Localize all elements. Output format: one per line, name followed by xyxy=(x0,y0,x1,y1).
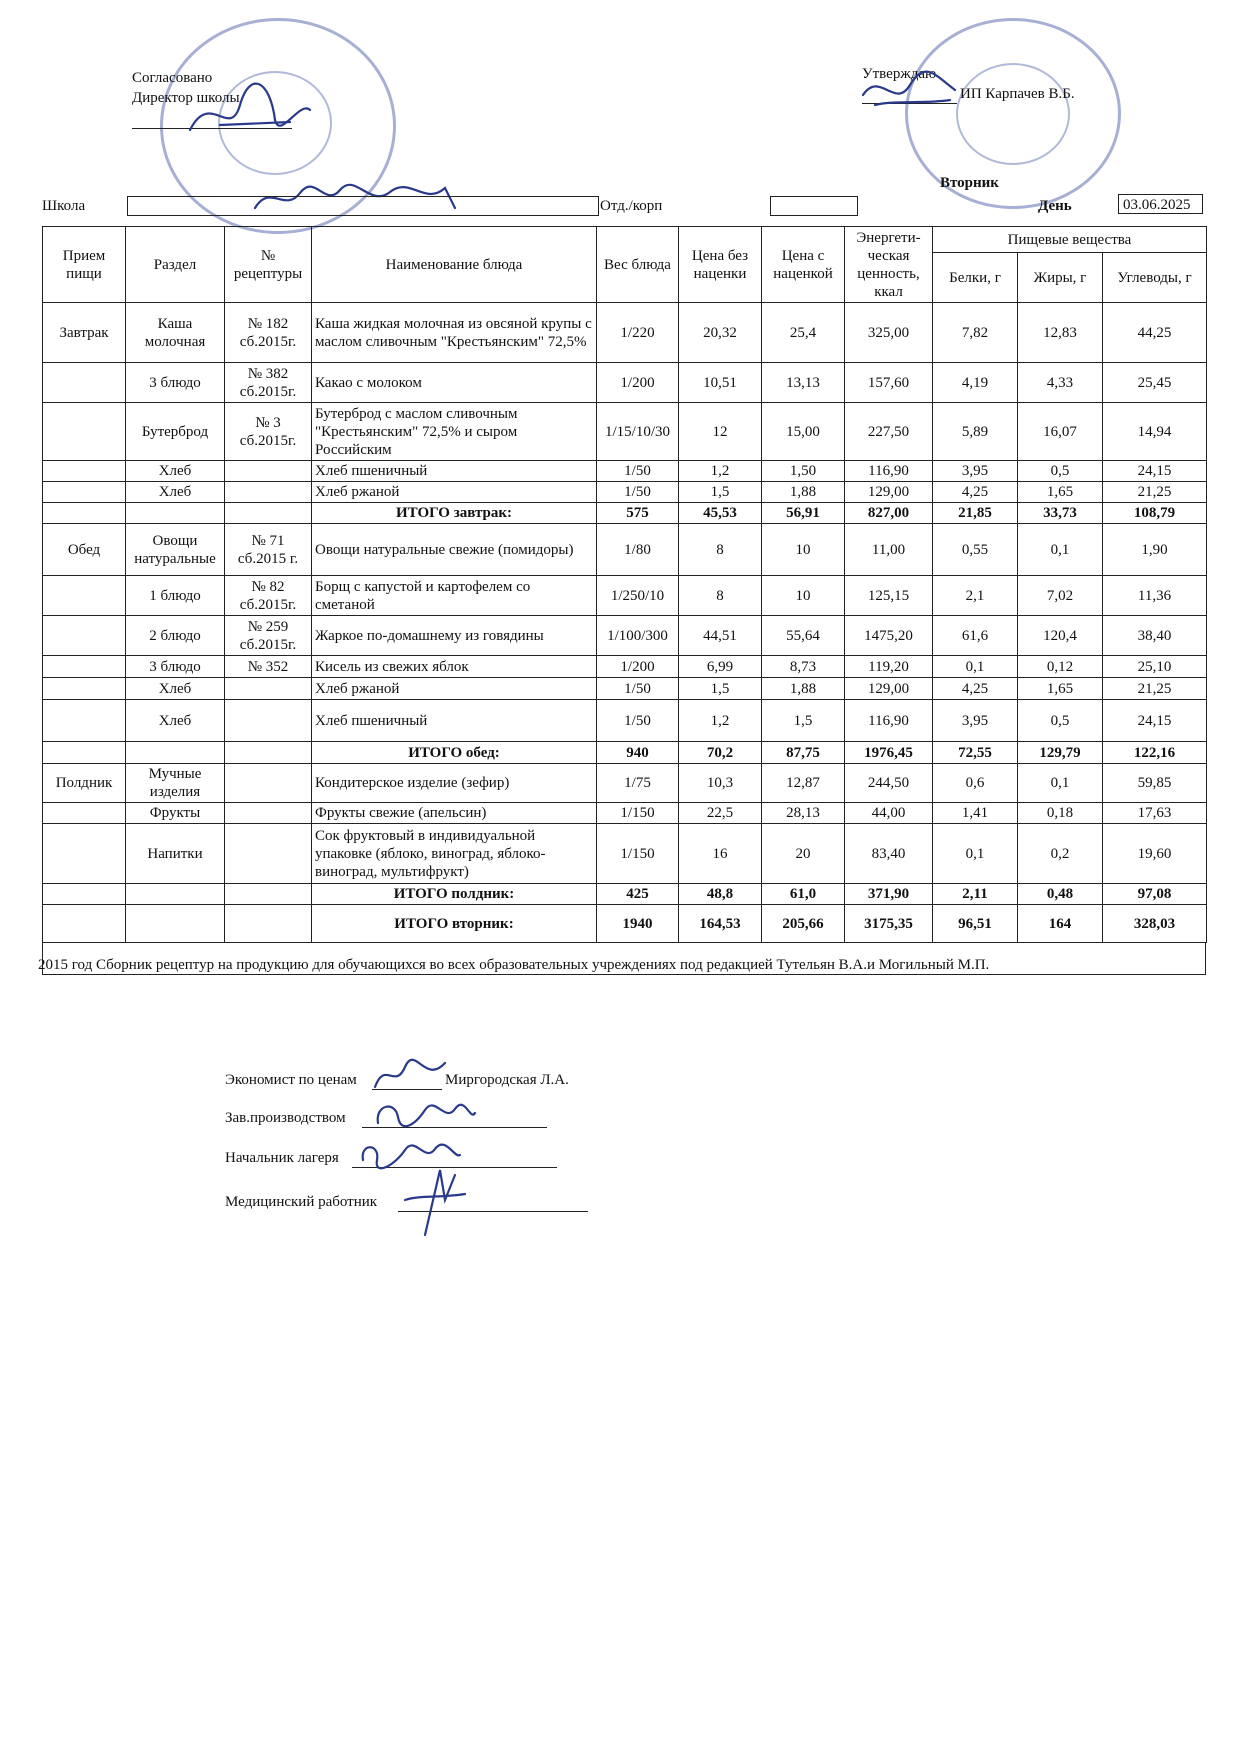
cell-weight: 1/80 xyxy=(597,524,679,576)
cell-carbs: 108,79 xyxy=(1103,503,1207,524)
cell-section: Бутерброд xyxy=(126,403,225,461)
cell-section: 3 блюдо xyxy=(126,363,225,403)
cell-weight: 1/150 xyxy=(597,803,679,824)
cell-fat: 12,83 xyxy=(1018,303,1103,363)
cell-price-markup: 55,64 xyxy=(762,616,845,656)
cell-meal: Обед xyxy=(43,524,126,576)
cell-weight: 1/200 xyxy=(597,656,679,678)
cell-recipe: № 82 сб.2015г. xyxy=(225,576,312,616)
cell-weight: 575 xyxy=(597,503,679,524)
cell-fat: 1,65 xyxy=(1018,678,1103,700)
cell-meal xyxy=(43,461,126,482)
cell-meal xyxy=(43,884,126,905)
approval-left-line2: Директор школы xyxy=(132,90,240,106)
cell-meal xyxy=(43,482,126,503)
production-signature xyxy=(370,1095,480,1135)
cell-fat: 120,4 xyxy=(1018,616,1103,656)
cell-price-no-markup: 10,51 xyxy=(679,363,762,403)
economist-signature xyxy=(370,1055,450,1095)
economist-label: Экономист по ценам xyxy=(225,1072,357,1088)
cell-weight: 1940 xyxy=(597,905,679,943)
cell-carbs: 1,90 xyxy=(1103,524,1207,576)
cell-dish: Сок фруктовый в индивидуальной упаковке (яблоко, виноград, яблоко-виноград, мультифрукт) xyxy=(312,824,597,884)
cell-carbs: 17,63 xyxy=(1103,803,1207,824)
table-row xyxy=(43,576,1207,616)
cell-fat: 0,5 xyxy=(1018,461,1103,482)
cell-price-no-markup: 20,32 xyxy=(679,303,762,363)
cell-recipe xyxy=(225,700,312,742)
header-price-markup: Цена с наценкой xyxy=(762,227,845,303)
cell-meal xyxy=(43,803,126,824)
total-row xyxy=(43,884,1207,905)
cell-price-markup: 1,88 xyxy=(762,482,845,503)
cell-dish: Бутерброд с маслом сливочным "Крестьянским" 72,5% и сыром Российским xyxy=(312,403,597,461)
cell-dish: Какао с молоком xyxy=(312,363,597,403)
cell-fat: 164 xyxy=(1018,905,1103,943)
ip-signature xyxy=(855,60,965,120)
economist-name: Миргородская Л.А. xyxy=(445,1072,569,1088)
cell-protein: 61,6 xyxy=(933,616,1018,656)
cell-fat: 1,65 xyxy=(1018,482,1103,503)
table-row xyxy=(43,616,1207,656)
cell-carbs: 328,03 xyxy=(1103,905,1207,943)
menu-body xyxy=(43,303,1207,943)
cell-carbs: 25,10 xyxy=(1103,656,1207,678)
cell-carbs: 21,25 xyxy=(1103,678,1207,700)
header-recipe: № рецептуры xyxy=(225,227,312,303)
cell-recipe: № 259 сб.2015г. xyxy=(225,616,312,656)
cell-meal xyxy=(43,742,126,764)
date-field: 03.06.2025 xyxy=(1118,194,1203,214)
cell-section: 1 блюдо xyxy=(126,576,225,616)
cell-weight: 1/50 xyxy=(597,678,679,700)
cell-dish: ИТОГО полдник: xyxy=(312,884,597,905)
cell-price-markup: 1,5 xyxy=(762,700,845,742)
camp-label: Начальник лагеря xyxy=(225,1150,339,1166)
cell-fat: 0,48 xyxy=(1018,884,1103,905)
cell-carbs: 25,45 xyxy=(1103,363,1207,403)
cell-recipe xyxy=(225,461,312,482)
cell-protein: 0,6 xyxy=(933,764,1018,803)
cell-price-no-markup: 44,51 xyxy=(679,616,762,656)
cell-energy: 119,20 xyxy=(845,656,933,678)
cell-meal xyxy=(43,905,126,943)
cell-carbs: 24,15 xyxy=(1103,461,1207,482)
cell-protein: 2,11 xyxy=(933,884,1018,905)
cell-energy: 3175,35 xyxy=(845,905,933,943)
cell-recipe xyxy=(225,824,312,884)
cell-recipe xyxy=(225,803,312,824)
director-signature xyxy=(180,70,320,150)
cell-weight: 1/50 xyxy=(597,461,679,482)
cell-recipe xyxy=(225,764,312,803)
cell-section xyxy=(126,905,225,943)
medic-label: Медицинский работник xyxy=(225,1194,378,1210)
header-protein: Белки, г xyxy=(933,253,1018,303)
cell-price-no-markup: 16 xyxy=(679,824,762,884)
cell-weight: 1/75 xyxy=(597,764,679,803)
cell-carbs: 14,94 xyxy=(1103,403,1207,461)
cell-dish: Борщ с капустой и картофелем со сметаной xyxy=(312,576,597,616)
cell-price-markup: 205,66 xyxy=(762,905,845,943)
cell-protein: 7,82 xyxy=(933,303,1018,363)
cell-carbs: 97,08 xyxy=(1103,884,1207,905)
cell-energy: 125,15 xyxy=(845,576,933,616)
cell-price-markup: 1,88 xyxy=(762,678,845,700)
header-energy: Энергети-ческая ценность, ккал xyxy=(845,227,933,303)
cell-energy: 116,90 xyxy=(845,700,933,742)
header-fat: Жиры, г xyxy=(1018,253,1103,303)
table-row xyxy=(43,656,1207,678)
cell-protein: 4,19 xyxy=(933,363,1018,403)
cell-section: Мучные изделия xyxy=(126,764,225,803)
cell-price-markup: 8,73 xyxy=(762,656,845,678)
school-label: Школа xyxy=(42,198,86,214)
cell-dish: Хлеб ржаной xyxy=(312,482,597,503)
table-row xyxy=(43,700,1207,742)
cell-price-no-markup: 22,5 xyxy=(679,803,762,824)
cell-protein: 4,25 xyxy=(933,678,1018,700)
approval-left-line1: Согласовано xyxy=(132,70,213,86)
table-row xyxy=(43,303,1207,363)
cell-carbs: 11,36 xyxy=(1103,576,1207,616)
cell-meal xyxy=(43,576,126,616)
cell-dish: Жаркое по-домашнему из говядины xyxy=(312,616,597,656)
cell-section: Хлеб xyxy=(126,700,225,742)
cell-protein: 4,25 xyxy=(933,482,1018,503)
cell-fat: 16,07 xyxy=(1018,403,1103,461)
cell-carbs: 44,25 xyxy=(1103,303,1207,363)
cell-fat: 0,1 xyxy=(1018,524,1103,576)
cell-energy: 11,00 xyxy=(845,524,933,576)
cell-price-no-markup: 1,2 xyxy=(679,461,762,482)
cell-price-markup: 28,13 xyxy=(762,803,845,824)
cell-carbs: 59,85 xyxy=(1103,764,1207,803)
cell-fat: 0,12 xyxy=(1018,656,1103,678)
table-row xyxy=(43,803,1207,824)
cell-dish: Каша жидкая молочная из овсяной крупы с маслом сливочным "Крестьянским" 72,5% xyxy=(312,303,597,363)
cell-weight: 1/200 xyxy=(597,363,679,403)
cell-protein: 21,85 xyxy=(933,503,1018,524)
header-carbs: Углеводы, г xyxy=(1103,253,1207,303)
school-field xyxy=(127,196,599,216)
cell-price-markup: 61,0 xyxy=(762,884,845,905)
cell-carbs: 19,60 xyxy=(1103,824,1207,884)
cell-section xyxy=(126,503,225,524)
cell-energy: 1475,20 xyxy=(845,616,933,656)
table-row xyxy=(43,764,1207,803)
cell-dish: Фрукты свежие (апельсин) xyxy=(312,803,597,824)
cell-carbs: 38,40 xyxy=(1103,616,1207,656)
cell-price-markup: 13,13 xyxy=(762,363,845,403)
cell-weight: 1/50 xyxy=(597,482,679,503)
total-row xyxy=(43,503,1207,524)
cell-recipe: № 182 сб.2015г. xyxy=(225,303,312,363)
cell-meal: Полдник xyxy=(43,764,126,803)
cell-weight: 940 xyxy=(597,742,679,764)
cell-recipe: № 382 сб.2015г. xyxy=(225,363,312,403)
cell-recipe: № 71 сб.2015 г. xyxy=(225,524,312,576)
cell-dish: ИТОГО вторник: xyxy=(312,905,597,943)
cell-price-no-markup: 6,99 xyxy=(679,656,762,678)
cell-fat: 0,1 xyxy=(1018,764,1103,803)
header-section: Раздел xyxy=(126,227,225,303)
cell-price-markup: 10 xyxy=(762,576,845,616)
cell-fat: 0,18 xyxy=(1018,803,1103,824)
table-row xyxy=(43,678,1207,700)
cell-energy: 129,00 xyxy=(845,482,933,503)
cell-protein: 2,1 xyxy=(933,576,1018,616)
cell-dish: Хлеб пшеничный xyxy=(312,461,597,482)
cell-fat: 0,2 xyxy=(1018,824,1103,884)
cell-energy: 371,90 xyxy=(845,884,933,905)
cell-price-no-markup: 70,2 xyxy=(679,742,762,764)
approval-right-line2: ИП Карпачев В.Б. xyxy=(960,86,1075,102)
cell-price-no-markup: 10,3 xyxy=(679,764,762,803)
cell-carbs: 24,15 xyxy=(1103,700,1207,742)
cell-dish: Кондитерское изделие (зефир) xyxy=(312,764,597,803)
cell-price-markup: 25,4 xyxy=(762,303,845,363)
header-meal: Прием пищи xyxy=(43,227,126,303)
cell-dish: ИТОГО обед: xyxy=(312,742,597,764)
cell-weight: 1/150 xyxy=(597,824,679,884)
cell-price-no-markup: 8 xyxy=(679,524,762,576)
cell-price-no-markup: 164,53 xyxy=(679,905,762,943)
cell-section xyxy=(126,742,225,764)
cell-protein: 72,55 xyxy=(933,742,1018,764)
cell-recipe xyxy=(225,482,312,503)
cell-price-no-markup: 1,2 xyxy=(679,700,762,742)
cell-energy: 83,40 xyxy=(845,824,933,884)
cell-fat: 33,73 xyxy=(1018,503,1103,524)
approval-right-line1: Утверждаю xyxy=(862,66,937,82)
cell-section: Хлеб xyxy=(126,482,225,503)
cell-carbs: 21,25 xyxy=(1103,482,1207,503)
cell-section: 2 блюдо xyxy=(126,616,225,656)
cell-fat: 129,79 xyxy=(1018,742,1103,764)
cell-section: Каша молочная xyxy=(126,303,225,363)
cell-energy: 1976,45 xyxy=(845,742,933,764)
cell-protein: 0,1 xyxy=(933,824,1018,884)
cell-meal xyxy=(43,656,126,678)
cell-protein: 1,41 xyxy=(933,803,1018,824)
cell-energy: 227,50 xyxy=(845,403,933,461)
cell-dish: Хлеб ржаной xyxy=(312,678,597,700)
cell-recipe xyxy=(225,503,312,524)
cell-section: Хлеб xyxy=(126,678,225,700)
cell-weight: 1/15/10/30 xyxy=(597,403,679,461)
cell-meal xyxy=(43,363,126,403)
dept-field xyxy=(770,196,858,216)
cell-recipe xyxy=(225,678,312,700)
cell-weight: 1/50 xyxy=(597,700,679,742)
cell-meal xyxy=(43,678,126,700)
table-row xyxy=(43,524,1207,576)
day-of-week: Вторник xyxy=(940,175,999,191)
cell-protein: 96,51 xyxy=(933,905,1018,943)
cell-price-markup: 20 xyxy=(762,824,845,884)
cell-recipe xyxy=(225,742,312,764)
cell-price-markup: 15,00 xyxy=(762,403,845,461)
cell-meal xyxy=(43,700,126,742)
cell-fat: 7,02 xyxy=(1018,576,1103,616)
total-row xyxy=(43,742,1207,764)
cell-protein: 3,95 xyxy=(933,700,1018,742)
cell-weight: 1/100/300 xyxy=(597,616,679,656)
cell-price-no-markup: 1,5 xyxy=(679,678,762,700)
table-row xyxy=(43,363,1207,403)
production-label: Зав.производством xyxy=(225,1110,346,1126)
cell-energy: 129,00 xyxy=(845,678,933,700)
cell-dish: Хлеб пшеничный xyxy=(312,700,597,742)
header-weight: Вес блюда xyxy=(597,227,679,303)
footnote: 2015 год Сборник рецептур на продукцию для обучающихся во всех образовательных учреждениях под редакцией Тутельян В.А.и Могильный М.П. xyxy=(38,957,990,973)
menu-table xyxy=(42,226,1207,943)
cell-price-markup: 56,91 xyxy=(762,503,845,524)
cell-section: Овощи натуральные xyxy=(126,524,225,576)
cell-section: Напитки xyxy=(126,824,225,884)
cell-recipe: № 352 xyxy=(225,656,312,678)
cell-energy: 827,00 xyxy=(845,503,933,524)
cell-price-markup: 87,75 xyxy=(762,742,845,764)
medic-signature xyxy=(395,1160,475,1240)
dept-label: Отд./корп xyxy=(600,198,663,214)
day-label: День xyxy=(1038,198,1072,214)
cell-section xyxy=(126,884,225,905)
table-row xyxy=(43,461,1207,482)
cell-dish: ИТОГО завтрак: xyxy=(312,503,597,524)
cell-section: 3 блюдо xyxy=(126,656,225,678)
cell-section: Хлеб xyxy=(126,461,225,482)
cell-price-markup: 10 xyxy=(762,524,845,576)
cell-meal xyxy=(43,403,126,461)
cell-protein: 0,55 xyxy=(933,524,1018,576)
cell-energy: 116,90 xyxy=(845,461,933,482)
cell-energy: 157,60 xyxy=(845,363,933,403)
cell-fat: 4,33 xyxy=(1018,363,1103,403)
cell-energy: 44,00 xyxy=(845,803,933,824)
cell-weight: 1/250/10 xyxy=(597,576,679,616)
cell-energy: 325,00 xyxy=(845,303,933,363)
cell-price-no-markup: 48,8 xyxy=(679,884,762,905)
cell-price-no-markup: 1,5 xyxy=(679,482,762,503)
cell-price-markup: 1,50 xyxy=(762,461,845,482)
cell-energy: 244,50 xyxy=(845,764,933,803)
table-row xyxy=(43,482,1207,503)
cell-weight: 425 xyxy=(597,884,679,905)
cell-carbs: 122,16 xyxy=(1103,742,1207,764)
cell-section: Фрукты xyxy=(126,803,225,824)
cell-recipe xyxy=(225,905,312,943)
cell-meal xyxy=(43,824,126,884)
total-row xyxy=(43,905,1207,943)
cell-protein: 3,95 xyxy=(933,461,1018,482)
table-row xyxy=(43,403,1207,461)
table-row xyxy=(43,824,1207,884)
cell-price-no-markup: 45,53 xyxy=(679,503,762,524)
cell-price-no-markup: 8 xyxy=(679,576,762,616)
cell-meal: Завтрак xyxy=(43,303,126,363)
cell-protein: 5,89 xyxy=(933,403,1018,461)
cell-weight: 1/220 xyxy=(597,303,679,363)
cell-price-no-markup: 12 xyxy=(679,403,762,461)
cell-protein: 0,1 xyxy=(933,656,1018,678)
cell-fat: 0,5 xyxy=(1018,700,1103,742)
header-price-no-markup: Цена без наценки xyxy=(679,227,762,303)
header-dish: Наименование блюда xyxy=(312,227,597,303)
cell-recipe: № 3 сб.2015г. xyxy=(225,403,312,461)
cell-price-markup: 12,87 xyxy=(762,764,845,803)
cell-dish: Кисель из свежих яблок xyxy=(312,656,597,678)
cell-meal xyxy=(43,503,126,524)
header-nutrients: Пищевые вещества xyxy=(933,227,1207,253)
cell-dish: Овощи натуральные свежие (помидоры) xyxy=(312,524,597,576)
cell-recipe xyxy=(225,884,312,905)
cell-meal xyxy=(43,616,126,656)
